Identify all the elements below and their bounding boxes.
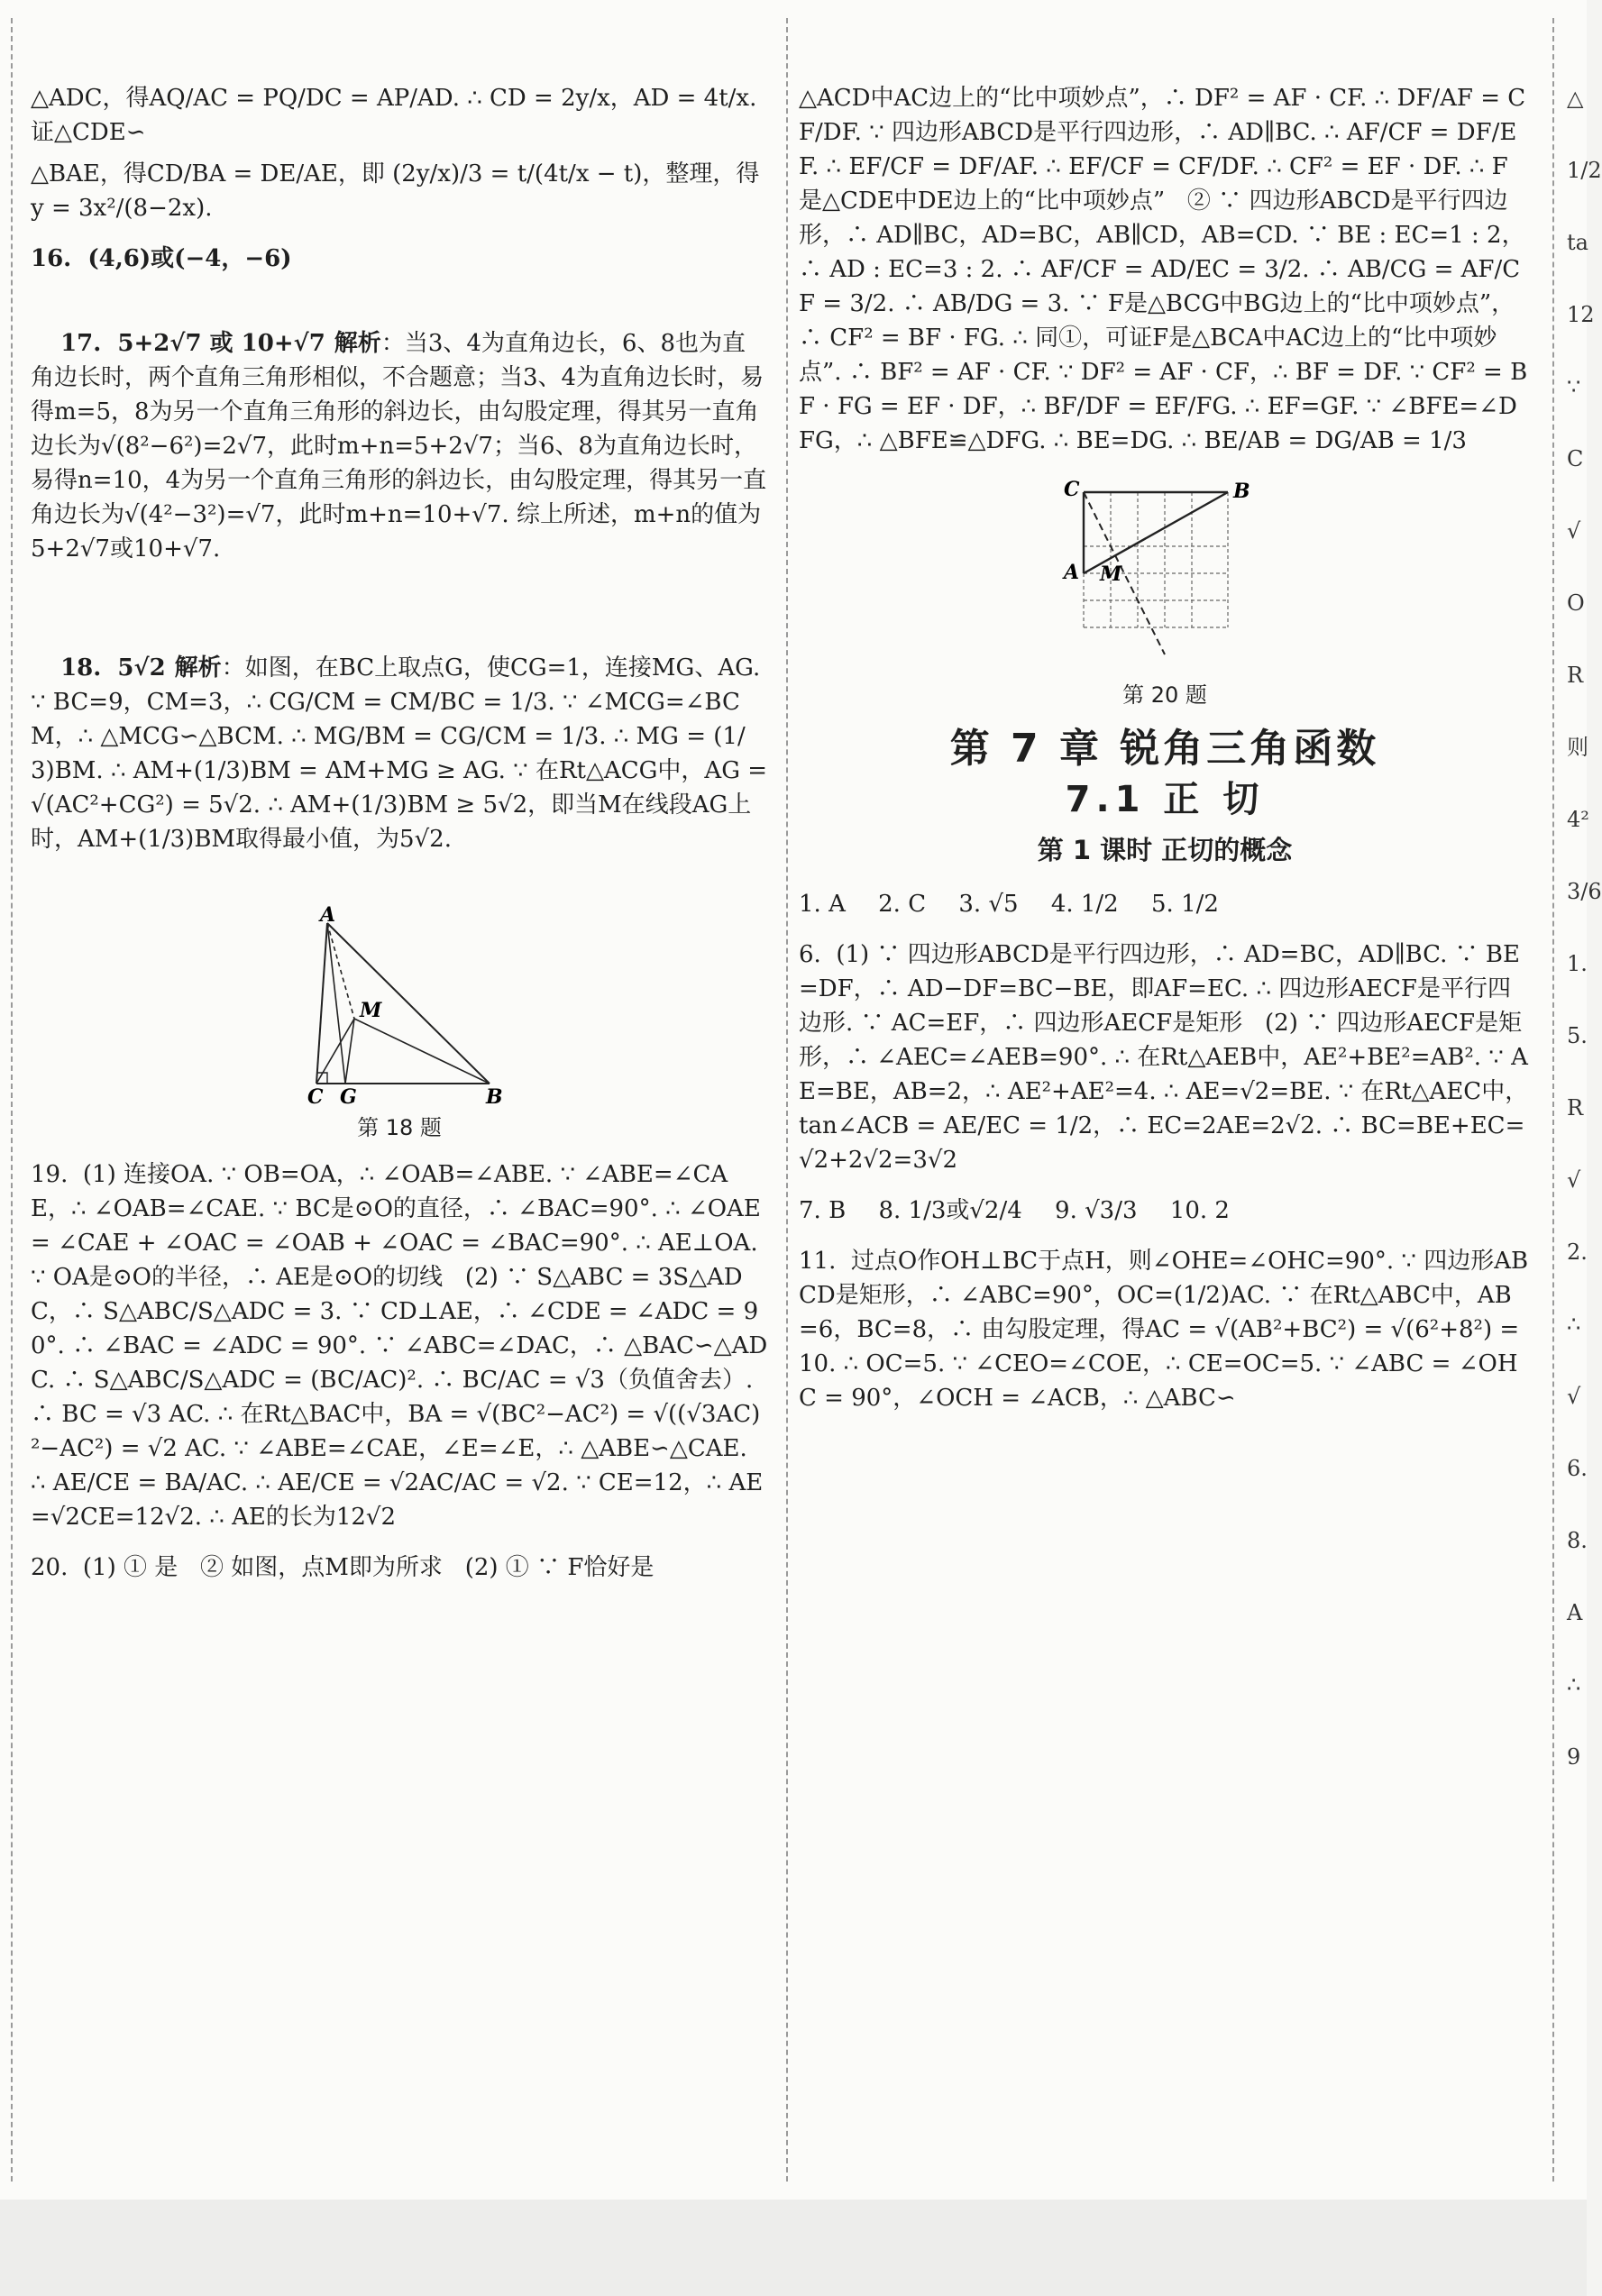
- edge-fragment: ∴: [1567, 1312, 1581, 1337]
- edge-fragment: ∵: [1567, 374, 1581, 399]
- answer-3: 3. √5: [958, 891, 1019, 918]
- edge-fragment: 3/6: [1567, 879, 1602, 904]
- fig20-label-a: A: [1064, 561, 1080, 584]
- q6-answer: 6. (1) ∵ 四边形ABCD是平行四边形，∴ AD=BC，AD∥BC. ∵ BE=DF，∴ AD−DF=BC−BE，即AF=EC. ∴ 四边形AECF是平行四边形. ∵ AC=EF，∴ 四边形AECF是矩形 (2) ∵ 四边形AECF是矩形，∴ ∠AEC=∠AEB=90°. ∴ 在Rt△AEB中，AE²+BE²=AB². ∵ AE=BE，AB=2，∴ AE²+AE²=4. ∴ AE=√2=BE. ∵ 在Rt△AEC中，tan∠ACB = AE/EC = 1/2，∴ EC=2AE=2√2. ∴ BC=BE+EC=√2+2√2=3√2: [799, 941, 1529, 1174]
- fig18-label-c: C: [307, 1085, 324, 1109]
- q17-result: 17. 5+2√7 或 10+√7: [60, 330, 325, 357]
- q20-answer-start: 20. (1) ① 是 ② 如图，点M即为所求 (2) ① ∵ F恰好是: [31, 1554, 655, 1581]
- right-column: [799, 81, 1531, 1432]
- edge-fragment: R: [1567, 1095, 1584, 1121]
- fig20-label-c: C: [1064, 478, 1080, 501]
- edge-fragment: 6.: [1567, 1456, 1588, 1481]
- q15-continuation-line2: △BAE，得CD/BA = DE/AE，即 (2y/x)/3 = t/(4t/x − t)，整理，得 y = 3x²/(8−2x).: [31, 160, 767, 222]
- edge-fragment: ∴: [1567, 1672, 1581, 1697]
- edge-fragment: O: [1567, 590, 1585, 616]
- edge-fragment: √: [1567, 1384, 1581, 1409]
- answer-7: 7. B: [799, 1197, 847, 1224]
- answer-9: 9. √3/3: [1055, 1197, 1138, 1224]
- edge-fragment: 8.: [1567, 1528, 1588, 1553]
- edge-fragment: 5.: [1567, 1023, 1588, 1048]
- edge-fragment: 1/2: [1567, 158, 1602, 183]
- q15-continuation-line1: △ADC，得AQ/AC = PQ/DC = AP/AD. ∴ CD = 2y/x，AD = 4t/x. 证△CDE∽: [31, 85, 764, 146]
- edge-fragment: √: [1567, 1167, 1581, 1193]
- fig20-grid: [1084, 492, 1228, 627]
- q18-analysis-label: 解析: [174, 654, 222, 681]
- answer-10: 10. 2: [1169, 1197, 1230, 1224]
- edge-fragment: 4²: [1567, 807, 1589, 832]
- fig18-segment-mb: [354, 1019, 490, 1084]
- q17-analysis-label: 解析: [334, 330, 381, 357]
- left-column: [31, 81, 775, 1601]
- edge-fragment: 2.: [1567, 1239, 1588, 1265]
- edge-fragment: 则: [1567, 735, 1588, 760]
- q18-analysis: ：如图，在BC上取点G，使CG=1，连接MG、AG. ∵ BC=9，CM=3，∴ CG/CM = CM/BC = 1/3. ∵ ∠MCG=∠BCM，∴ △MCG∽△BCM. ∴ MG/BM = CG/CM = 1/3. ∴ MG = (1/3)BM. ∴ AM+(1/3)BM = AM+MG ≥ AG. ∵ 在Rt△ACG中，AG = √(AC²+CG²) = 5√2. ∴ AM+(1/3)BM ≥ 5√2，即当M在线段AG上时，AM+(1/3)BM取得最小值，为5√2.: [31, 654, 775, 853]
- q18-result: 18. 5√2: [60, 654, 166, 681]
- next-page-edge-fragments: [1567, 81, 1602, 1812]
- edge-fragment: 1.: [1567, 951, 1588, 976]
- fig18-label-g: G: [340, 1085, 357, 1109]
- edge-fragment: C: [1567, 446, 1584, 471]
- fig18-edge-ac: [316, 923, 327, 1084]
- chapter-title: 第 7 章 锐角三角函数: [949, 726, 1380, 772]
- right-edge-divider: [1552, 18, 1554, 2182]
- fig18-label-m: M: [360, 999, 382, 1022]
- fig20-label-m: M: [1100, 563, 1122, 586]
- answer-2: 2. C: [878, 891, 927, 918]
- fig20-edge-ab: [1084, 492, 1228, 573]
- edge-fragment: 12: [1567, 302, 1595, 327]
- fig18-segment-mg: [345, 1019, 354, 1084]
- lesson-title: 第 1 课时 正切的概念: [1037, 835, 1293, 865]
- edge-fragment: △: [1567, 86, 1584, 111]
- answer-8: 8. 1/3或√2/4: [878, 1197, 1022, 1224]
- fig18-caption: 第 18 题: [357, 1115, 442, 1140]
- section-title: 7.1 正 切: [1065, 779, 1265, 820]
- page-bottom-margin: [0, 2200, 1587, 2296]
- answers-7-to-10: [799, 1194, 1531, 1228]
- answers-1-to-5: [799, 887, 1531, 921]
- q19-answer: 19. (1) 连接OA. ∵ OB=OA，∴ ∠OAB=∠ABE. ∵ ∠ABE=∠CAE，∴ ∠OAB=∠CAE. ∵ BC是⊙O的直径，∴ ∠BAC=90°. ∴ ∠OAE = ∠CAE + ∠OAC = ∠OAB + ∠OAC = ∠BAC=90°. ∴ AE⊥OA. ∵ OA是⊙O的半径，∴ AE是⊙O的切线 (2) ∵ S△ABC = 3S△ADC，∴ S△ABC/S△ADC = 3. ∵ CD⊥AE，∴ ∠CDE = ∠ADC = 90°. ∴ ∠BAC = ∠ADC = 90°. ∵ ∠ABC=∠DAC，∴ △BAC∽△ADC. ∴ S△ABC/S△ADC = (BC/AC)². ∴ BC/AC = √3（负值舍去）. ∴ BC = √3 AC. ∴ 在Rt△BAC中，BA = √(BC²−AC²) = √((√3AC)²−AC²) = √2 AC. ∵ ∠ABE=∠CAE，∠E=∠E，∴ △ABE∽△CAE. ∴ AE/CE = BA/AC. ∴ AE/CE = √2AC/AC = √2. ∵ CE=12，∴ AE=√2CE=12√2. ∴ AE的长为12√2: [31, 1161, 769, 1531]
- edge-fragment: 9: [1567, 1744, 1581, 1770]
- edge-fragment: ta: [1567, 230, 1588, 255]
- q20-continuation: △ACD中AC边上的“比中项妙点”，∴ DF² = AF · CF. ∴ DF/AF = CF/DF. ∵ 四边形ABCD是平行四边形，∴ AD∥BC. ∴ AF/CF = DF/EF. ∴ EF/CF = DF/AF. ∴ EF/CF = CF/DF. ∴ CF² = EF · DF. ∴ F是△CDE中DE边上的“比中项妙点” ② ∵ 四边形ABCD是平行四边形，∴ AD∥BC，AD=BC，AB∥CD，AB=CD. ∵ BE : EC=1 : 2，∴ AD : EC=3 : 2. ∴ AF/CF = AD/EC = 3/2. ∴ AB/CG = AF/CF = 3/2. ∴ AB/DG = 3. ∵ F是△BCG中BG边上的“比中项妙点”，∴ CF² = BF · FG. ∴ 同①，可证F是△BCA中AC边上的“比中项妙点”. ∴ BF² = AF · CF. ∵ DF² = AF · CF，∴ BF = DF. ∵ CF² = BF · FG = EF · DF，∴ BF/DF = EF/FG. ∴ EF=GF. ∵ ∠BFE=∠DFG，∴ △BFE≌△DFG. ∴ BE=DG. ∴ BE/AB = DG/AB = 1/3: [799, 85, 1528, 454]
- edge-fragment: R: [1567, 663, 1584, 688]
- edge-fragment: A: [1567, 1600, 1583, 1625]
- q18-answer: [31, 617, 775, 891]
- answer-1: 1. A: [799, 891, 846, 918]
- edge-fragment: √: [1567, 518, 1581, 544]
- left-edge-divider: [11, 18, 13, 2182]
- answer-5: 5. 1/2: [1151, 891, 1219, 918]
- q11-answer: 11. 过点O作OH⊥BC于点H，则∠OHE=∠OHC=90°. ∵ 四边形ABCD是矩形，∴ ∠ABC=90°，OC=(1/2)AC. ∵ 在Rt△ABC中，AB=6，BC=8，∴ 由勾股定理，得AC = √(AB²+BC²) = √(6²+8²) = 10. ∴ OC=5. ∵ ∠CEO=∠COE，∴ CE=OC=5. ∵ ∠ABC = ∠OHC = 90°，∠OCH = ∠ACB，∴ △ABC∽: [799, 1248, 1529, 1412]
- q17-answer: [31, 292, 768, 600]
- fig18-label-b: B: [486, 1085, 503, 1109]
- fig18-edge-ab: [327, 923, 490, 1084]
- fig18-segment-mc: [316, 1019, 354, 1084]
- q16-answer: 16. (4,6)或(−4，−6): [31, 245, 292, 272]
- q17-analysis: ：当3、4为直角边长，6、8也为直角边长时，两个直角三角形相似，不合题意；当3、4为直角边长时，易得m=5，8为另一个直角三角形的斜边长，由勾股定理，得其另一直角边长为√(8²−6²)=2√7，此时m+n=5+2√7；当6、8为直角边长时，易得n=10，4为另一个直角三角形的斜边长，由勾股定理，得其另一直角边长为√(4²−3²)=√7，此时m+n=10+√7. 综上所述，m+n的值为5+2√7或10+√7.: [31, 330, 767, 563]
- figure-20: [1057, 474, 1273, 672]
- figure-18: [282, 903, 517, 1109]
- fig18-label-a: A: [320, 903, 336, 927]
- answer-4: 4. 1/2: [1050, 891, 1119, 918]
- fig20-label-b: B: [1233, 480, 1250, 503]
- fig20-caption: 第 20 题: [1122, 682, 1207, 708]
- column-divider: [786, 18, 788, 2182]
